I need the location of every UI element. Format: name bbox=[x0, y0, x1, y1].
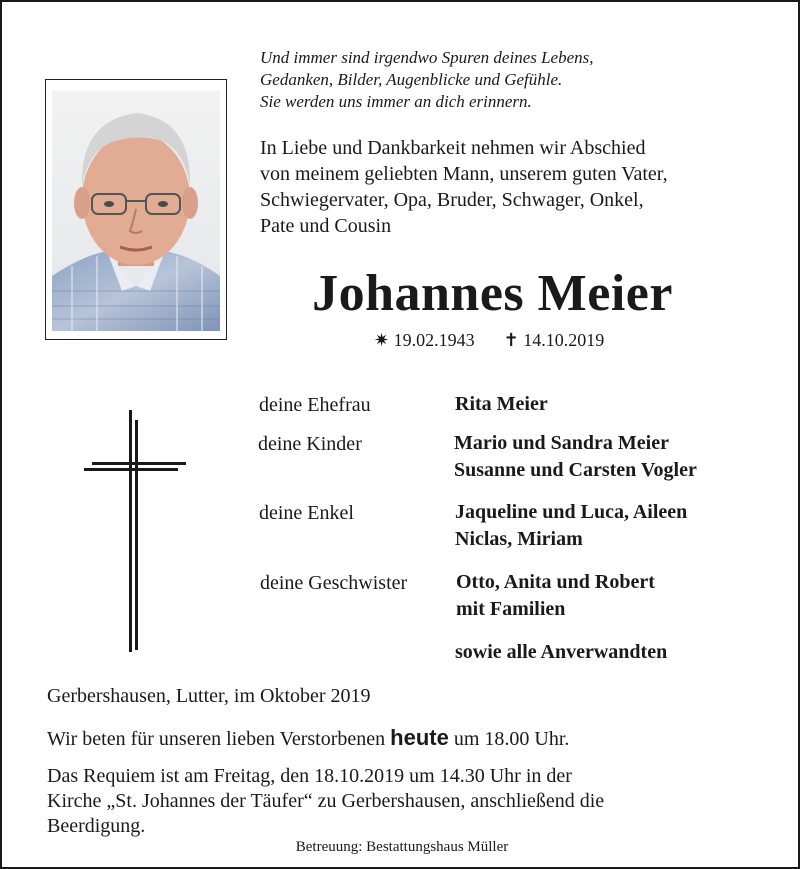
intro-block bbox=[260, 135, 668, 239]
poem-line: Sie werden uns immer an dich erinnern. bbox=[260, 92, 532, 111]
birth-date: 19.02.1943 bbox=[393, 329, 475, 350]
mourner-label-spouse: deine Ehefrau bbox=[259, 394, 371, 416]
cross-icon bbox=[84, 410, 188, 652]
life-dates bbox=[374, 327, 604, 351]
mourner-name: mit Familien bbox=[456, 598, 566, 620]
mourner-name: Mario und Sandra Meier bbox=[454, 432, 669, 454]
portrait-photo bbox=[45, 79, 227, 340]
intro-line: Pate und Cousin bbox=[260, 215, 392, 237]
birth-star-icon: ✷ bbox=[374, 329, 390, 350]
portrait-image bbox=[52, 91, 220, 331]
poem-line: Gedanken, Bilder, Augenblicke und Gefühle. bbox=[260, 70, 563, 89]
prayer-text-before: Wir beten für unseren lieben Verstorbenen bbox=[47, 728, 391, 750]
intro-line: Schwiegervater, Opa, Bruder, Schwager, Onkel, bbox=[260, 189, 644, 211]
requiem-block bbox=[47, 764, 604, 839]
prayer-text-after: um 18.00 Uhr. bbox=[448, 728, 570, 750]
mourner-name: Jaqueline und Luca, Aileen bbox=[455, 501, 688, 523]
intro-line: von meinem geliebten Mann, unserem guten Vater, bbox=[260, 163, 668, 185]
poem-block bbox=[260, 47, 594, 113]
deceased-name: Johannes Meier bbox=[312, 265, 673, 322]
death-date: 14.10.2019 bbox=[523, 329, 605, 350]
intro-line: In Liebe und Dankbarkeit nehmen wir Abschied bbox=[260, 137, 646, 159]
requiem-line: Beerdigung. bbox=[47, 815, 146, 837]
requiem-line: Kirche „St. Johannes der Täufer“ zu Gerbershausen, anschließend die bbox=[47, 790, 605, 812]
mourner-label-siblings: deine Geschwister bbox=[260, 572, 408, 594]
mourner-names-siblings bbox=[456, 569, 655, 623]
mourner-name: Otto, Anita und Robert bbox=[456, 571, 655, 593]
mourner-name: Susanne und Carsten Vogler bbox=[454, 459, 697, 481]
mourner-names-children bbox=[454, 430, 697, 484]
death-cross-icon: ✝ bbox=[503, 329, 519, 350]
funeral-home-credit: Betreuung: Bestattungshaus Müller bbox=[295, 839, 509, 855]
place-date: Gerbershausen, Lutter, im Oktober 2019 bbox=[47, 685, 371, 707]
requiem-line: Das Requiem ist am Freitag, den 18.10.2019 um 14.30 Uhr in der bbox=[47, 765, 572, 787]
prayer-emphasis: heute bbox=[390, 725, 449, 750]
relatives-line: sowie alle Anverwandten bbox=[455, 641, 668, 663]
mourner-name: Niclas, Miriam bbox=[455, 528, 583, 550]
mourner-names-grandchildren bbox=[455, 499, 687, 553]
mourner-name: Rita Meier bbox=[455, 393, 548, 415]
prayer-line bbox=[47, 724, 569, 753]
mourner-label-grandchildren: deine Enkel bbox=[259, 502, 354, 524]
poem-line: Und immer sind irgendwo Spuren deines Lebens, bbox=[260, 48, 594, 67]
mourner-names-spouse bbox=[455, 391, 548, 418]
mourner-label-children: deine Kinder bbox=[258, 433, 362, 455]
